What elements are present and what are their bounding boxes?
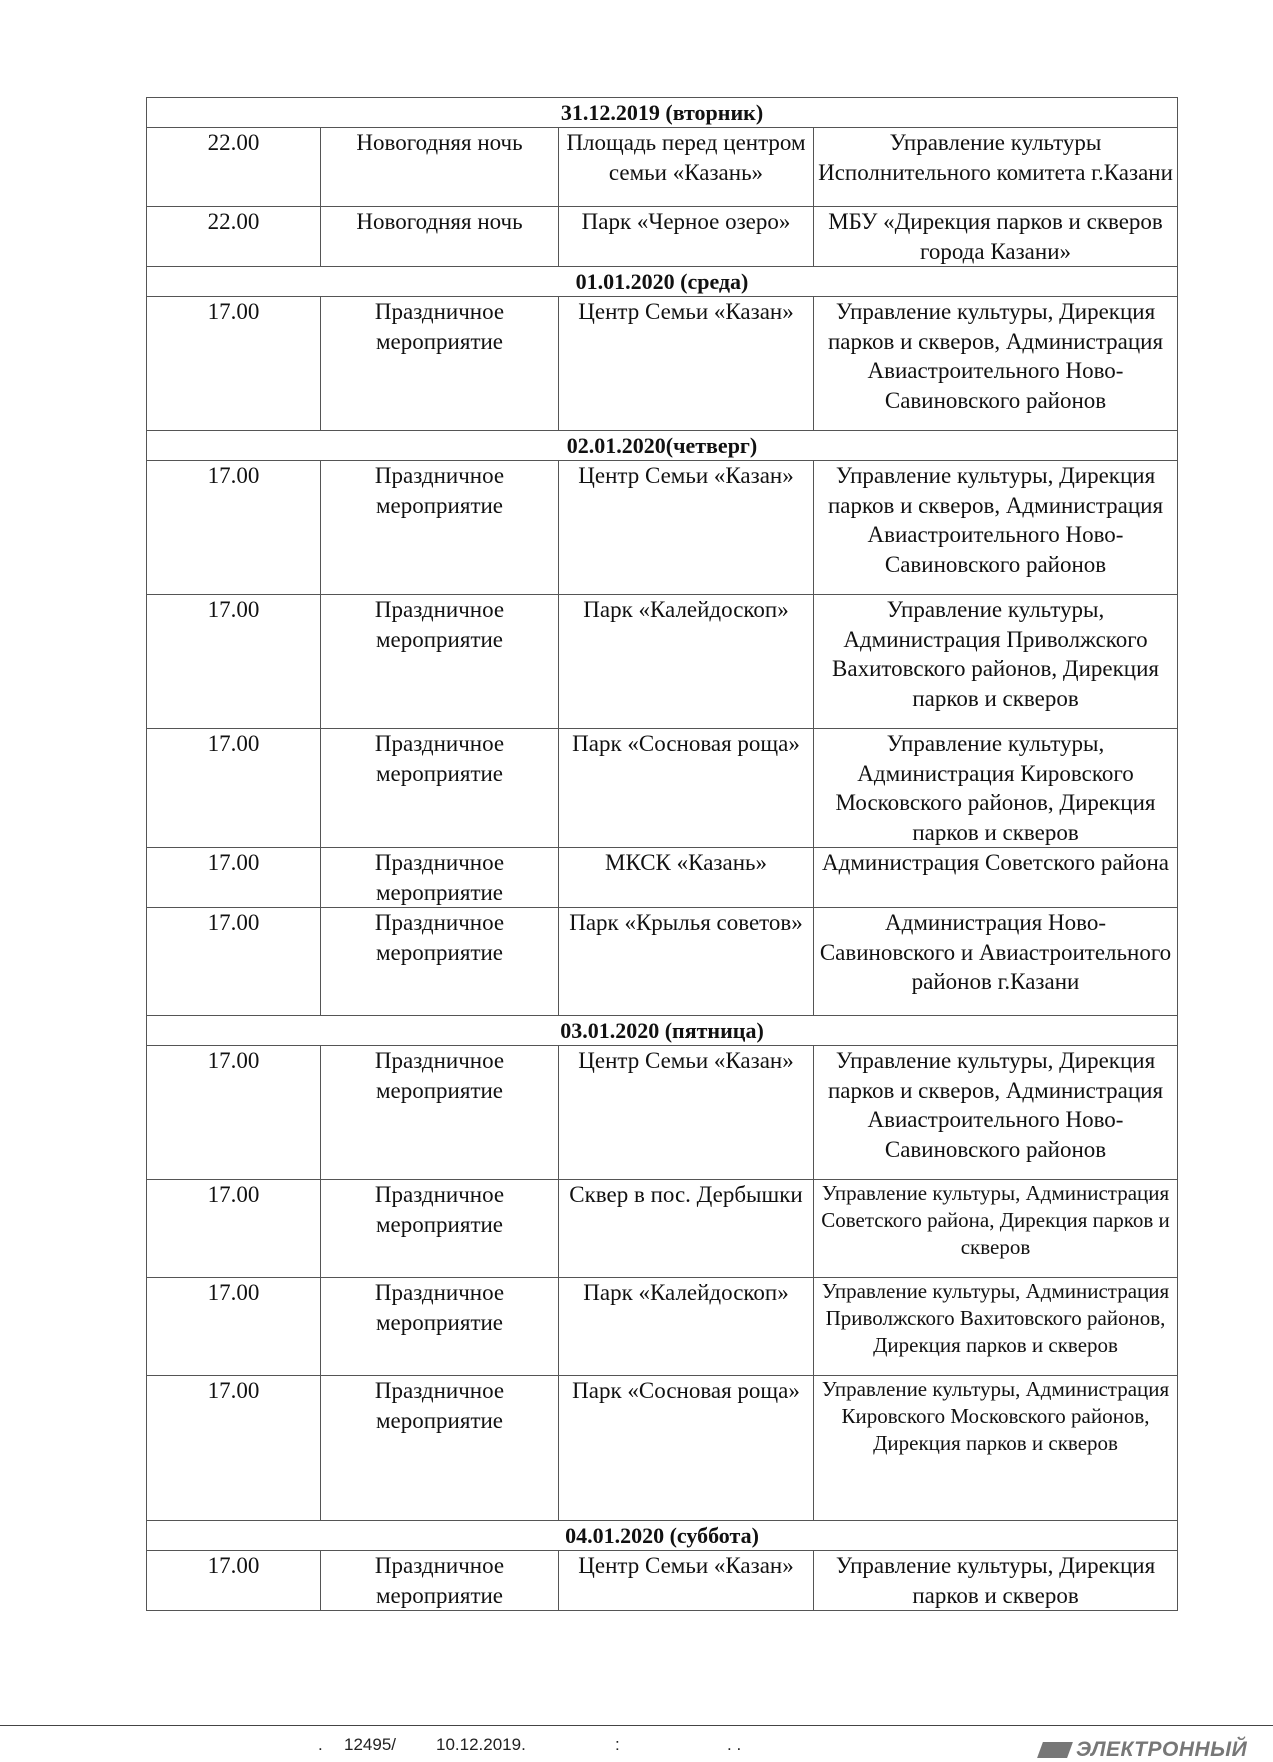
- footer-dot: .: [318, 1735, 323, 1754]
- cell-org: Управление культуры, Дирекция парков и скверов: [814, 1551, 1178, 1611]
- cell-event: Праздничное мероприятие: [321, 297, 559, 431]
- cell-time: 17.00: [147, 595, 321, 729]
- event-row: [147, 1278, 1178, 1376]
- cell-time: 17.00: [147, 848, 321, 908]
- cell-org: Управление культуры, Дирекция парков и скверов, Администрация Авиастроительного Ново-Савиновского районов: [814, 461, 1178, 595]
- logo-mark-icon: [1037, 1742, 1073, 1758]
- cell-event: Новогодняя ночь: [321, 128, 559, 207]
- cell-event: Праздничное мероприятие: [321, 1046, 559, 1180]
- cell-event: Новогодняя ночь: [321, 207, 559, 267]
- events-schedule-table: [146, 97, 1178, 1611]
- date-header: 01.01.2020 (среда): [147, 267, 1178, 297]
- cell-place: Площадь перед центром семьи «Казань»: [559, 128, 814, 207]
- cell-org: Администрация Советского района: [814, 848, 1178, 908]
- event-row: [147, 461, 1178, 595]
- cell-time: 22.00: [147, 128, 321, 207]
- cell-event: Праздничное мероприятие: [321, 1376, 559, 1521]
- event-row: [147, 595, 1178, 729]
- footer-colon: :: [615, 1735, 620, 1754]
- cell-org: Управление культуры, Администрация Приволжского Вахитовского районов, Дирекция парков и скверов: [814, 595, 1178, 729]
- cell-org: Администрация Ново-Савиновского и Авиастроительного районов г.Казани: [814, 908, 1178, 1016]
- cell-org: Управление культуры, Администрация Советского района, Дирекция парков и скверов: [814, 1180, 1178, 1278]
- table-body: [147, 98, 1178, 1611]
- event-row: [147, 1180, 1178, 1278]
- date-header-row: [147, 1521, 1178, 1551]
- cell-time: 17.00: [147, 1046, 321, 1180]
- event-row: [147, 1046, 1178, 1180]
- date-header-row: [147, 98, 1178, 128]
- cell-time: 17.00: [147, 908, 321, 1016]
- cell-org: Управление культуры, Дирекция парков и скверов, Администрация Авиастроительного Ново-Савиновского районов: [814, 297, 1178, 431]
- event-row: [147, 729, 1178, 848]
- date-header: 31.12.2019 (вторник): [147, 98, 1178, 128]
- footer-doc-number: 12495/: [344, 1735, 396, 1754]
- event-row: [147, 128, 1178, 207]
- cell-place: Центр Семьи «Казан»: [559, 1046, 814, 1180]
- date-header: 04.01.2020 (суббота): [147, 1521, 1178, 1551]
- footer-dots: . .: [727, 1735, 742, 1754]
- cell-event: Праздничное мероприятие: [321, 1551, 559, 1611]
- date-header: 03.01.2020 (пятница): [147, 1016, 1178, 1046]
- cell-place: Центр Семьи «Казан»: [559, 461, 814, 595]
- event-row: [147, 1551, 1178, 1611]
- cell-place: Парк «Калейдоскоп»: [559, 595, 814, 729]
- cell-place: Центр Семьи «Казан»: [559, 297, 814, 431]
- cell-time: 17.00: [147, 1376, 321, 1521]
- event-row: [147, 297, 1178, 431]
- date-header-row: [147, 267, 1178, 297]
- cell-place: Парк «Сосновая роща»: [559, 1376, 814, 1521]
- cell-org: МБУ «Дирекция парков и скверов города Казани»: [814, 207, 1178, 267]
- cell-event: Праздничное мероприятие: [321, 1278, 559, 1376]
- electronic-logo: [1040, 1738, 1247, 1762]
- cell-place: Парк «Черное озеро»: [559, 207, 814, 267]
- cell-org: Управление культуры Исполнительного комитета г.Казани: [814, 128, 1178, 207]
- cell-event: Праздничное мероприятие: [321, 461, 559, 595]
- event-row: [147, 908, 1178, 1016]
- date-header: 02.01.2020(четверг): [147, 431, 1178, 461]
- event-row: [147, 848, 1178, 908]
- cell-place: МКСК «Казань»: [559, 848, 814, 908]
- cell-org: Управление культуры, Администрация Кировского Московского районов, Дирекция парков и скверов: [814, 729, 1178, 848]
- date-header-row: [147, 431, 1178, 461]
- cell-event: Праздничное мероприятие: [321, 729, 559, 848]
- cell-time: 22.00: [147, 207, 321, 267]
- cell-event: Праздничное мероприятие: [321, 1180, 559, 1278]
- page-divider: [0, 1725, 1273, 1726]
- cell-place: Сквер в пос. Дербышки: [559, 1180, 814, 1278]
- cell-time: 17.00: [147, 729, 321, 848]
- cell-event: Праздничное мероприятие: [321, 595, 559, 729]
- event-row: [147, 207, 1178, 267]
- cell-time: 17.00: [147, 461, 321, 595]
- date-header-row: [147, 1016, 1178, 1046]
- cell-place: Парк «Крылья советов»: [559, 908, 814, 1016]
- logo-text: ЭЛЕКТРОННЫЙ: [1076, 1738, 1248, 1761]
- cell-org: Управление культуры, Дирекция парков и скверов, Администрация Авиастроительного Ново-Савиновского районов: [814, 1046, 1178, 1180]
- cell-place: Центр Семьи «Казан»: [559, 1551, 814, 1611]
- cell-time: 17.00: [147, 1278, 321, 1376]
- cell-org: Управление культуры, Администрация Кировского Московского районов, Дирекция парков и скверов: [814, 1376, 1178, 1521]
- cell-time: 17.00: [147, 1180, 321, 1278]
- cell-event: Праздничное мероприятие: [321, 848, 559, 908]
- cell-place: Парк «Калейдоскоп»: [559, 1278, 814, 1376]
- footer-doc-date: 10.12.2019.: [436, 1735, 526, 1754]
- cell-place: Парк «Сосновая роща»: [559, 729, 814, 848]
- cell-org: Управление культуры, Администрация Приволжского Вахитовского районов, Дирекция парков и скверов: [814, 1278, 1178, 1376]
- cell-event: Праздничное мероприятие: [321, 908, 559, 1016]
- cell-time: 17.00: [147, 297, 321, 431]
- event-row: [147, 1376, 1178, 1521]
- cell-time: 17.00: [147, 1551, 321, 1611]
